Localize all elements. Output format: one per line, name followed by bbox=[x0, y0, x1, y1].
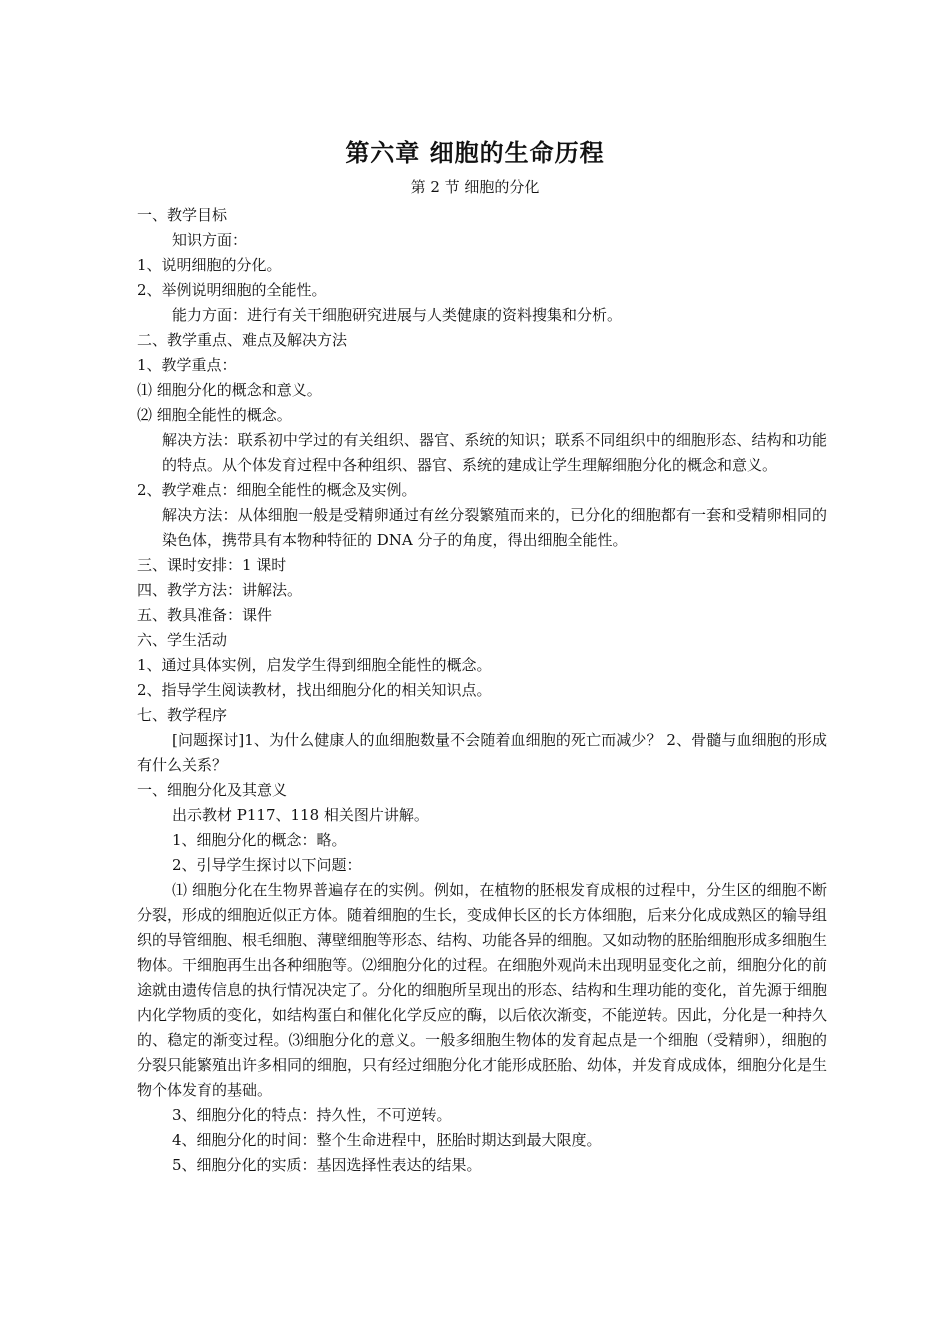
document-body bbox=[137, 203, 827, 1178]
key-point-method: 解决方法：联系初中学过的有关组织、器官、系统的知识；联系不同组织中的细胞形态、结构和功能的特点。从个体发育过程中各种组织、器官、系统的建成让学生理解细胞分化的概念和意义。 bbox=[162, 431, 827, 474]
heading-procedure: 七、教学程序 bbox=[137, 706, 228, 724]
heading-teaching-goals: 一、教学目标 bbox=[137, 206, 228, 224]
activity-item-2: 2、指导学生阅读教材，找出细胞分化的相关知识点。 bbox=[137, 681, 492, 699]
heading-schedule: 三、课时安排：1 课时 bbox=[137, 556, 287, 574]
discussion-item: 2、引导学生探讨以下问题： bbox=[172, 856, 362, 874]
goal-item-1: 1、说明细胞的分化。 bbox=[137, 256, 282, 274]
key-point-label: 1、教学重点： bbox=[137, 356, 237, 374]
section-subtitle: 第 2 节 细胞的分化 bbox=[410, 178, 540, 196]
heading-method: 四、教学方法：讲解法。 bbox=[137, 581, 303, 599]
feature-item: 3、细胞分化的特点：持久性，不可逆转。 bbox=[172, 1106, 452, 1124]
activity-item-1: 1、通过具体实例，启发学生得到细胞全能性的概念。 bbox=[137, 656, 492, 674]
knowledge-aspect: 知识方面： bbox=[172, 231, 248, 249]
show-textbook: 出示教材 P117、118 相关图片讲解。 bbox=[172, 806, 429, 824]
heading-cell-differentiation: 一、细胞分化及其意义 bbox=[137, 781, 288, 799]
time-item: 4、细胞分化的时间：整个生命进程中，胚胎时期达到最大限度。 bbox=[172, 1131, 602, 1149]
key-point-b: ⑵ 细胞全能性的概念。 bbox=[137, 406, 292, 424]
discussion-paragraph: ⑴ 细胞分化在生物界普遍存在的实例。例如，在植物的胚根发育成根的过程中，分生区的细胞不断分裂，形成的细胞近似正方体。随着细胞的生长，变成伸长区的长方体细胞，后来分化成成熟区的输导组织的导管细胞、根毛细胞、薄壁细胞等形态、结构、功能各异的细胞。又如动物的胚胎细胞形成多细胞生物体。干细胞再生出各种细胞等。⑵细胞分化的过程。在细胞外观尚未出现明显变化之前，细胞分化的前途就由遗传信息的执行情况决定了。分化的细胞所呈现出的形态、结构和生理功能的变化，首先源于细胞内化学物质的变化，如结构蛋白和催化化学反应的酶，以后依次渐变，不能逆转。因此，分化是一种持久的、稳定的渐变过程。⑶细胞分化的意义。一般多细胞生物体的发育起点是一个细胞（受精卵），细胞的分裂只能繁殖出许多相同的细胞，只有经过细胞分化才能形成胚胎、幼体，并发育成成体，细胞分化是生物个体发育的基础。 bbox=[137, 881, 828, 1099]
concept-item: 1、细胞分化的概念：略。 bbox=[172, 831, 347, 849]
key-point-a: ⑴ 细胞分化的概念和意义。 bbox=[137, 381, 322, 399]
heading-key-points: 二、教学重点、难点及解决方法 bbox=[137, 331, 348, 349]
ability-aspect: 能力方面：进行有关干细胞研究进展与人类健康的资料搜集和分析。 bbox=[172, 306, 623, 324]
problem-discussion: [问题探讨]1、为什么健康人的血细胞数量不会随着血细胞的死亡而减少？ 2、骨髓与血细胞的形成有什么关系？ bbox=[137, 731, 827, 774]
difficulty-method: 解决方法：从体细胞一般是受精卵通过有丝分裂繁殖而来的，已分化的细胞都有一套和受精卵相同的染色体，携带具有本物种特征的 DNA 分子的角度，得出细胞全能性。 bbox=[162, 506, 827, 549]
essence-item: 5、细胞分化的实质：基因选择性表达的结果。 bbox=[172, 1156, 482, 1174]
difficulty-label: 2、教学难点：细胞全能性的概念及实例。 bbox=[137, 481, 417, 499]
heading-materials: 五、教具准备：课件 bbox=[137, 606, 273, 624]
goal-item-2: 2、举例说明细胞的全能性。 bbox=[137, 281, 327, 299]
chapter-title: 第六章 细胞的生命历程 bbox=[345, 139, 605, 167]
heading-student-activity: 六、学生活动 bbox=[137, 631, 228, 649]
